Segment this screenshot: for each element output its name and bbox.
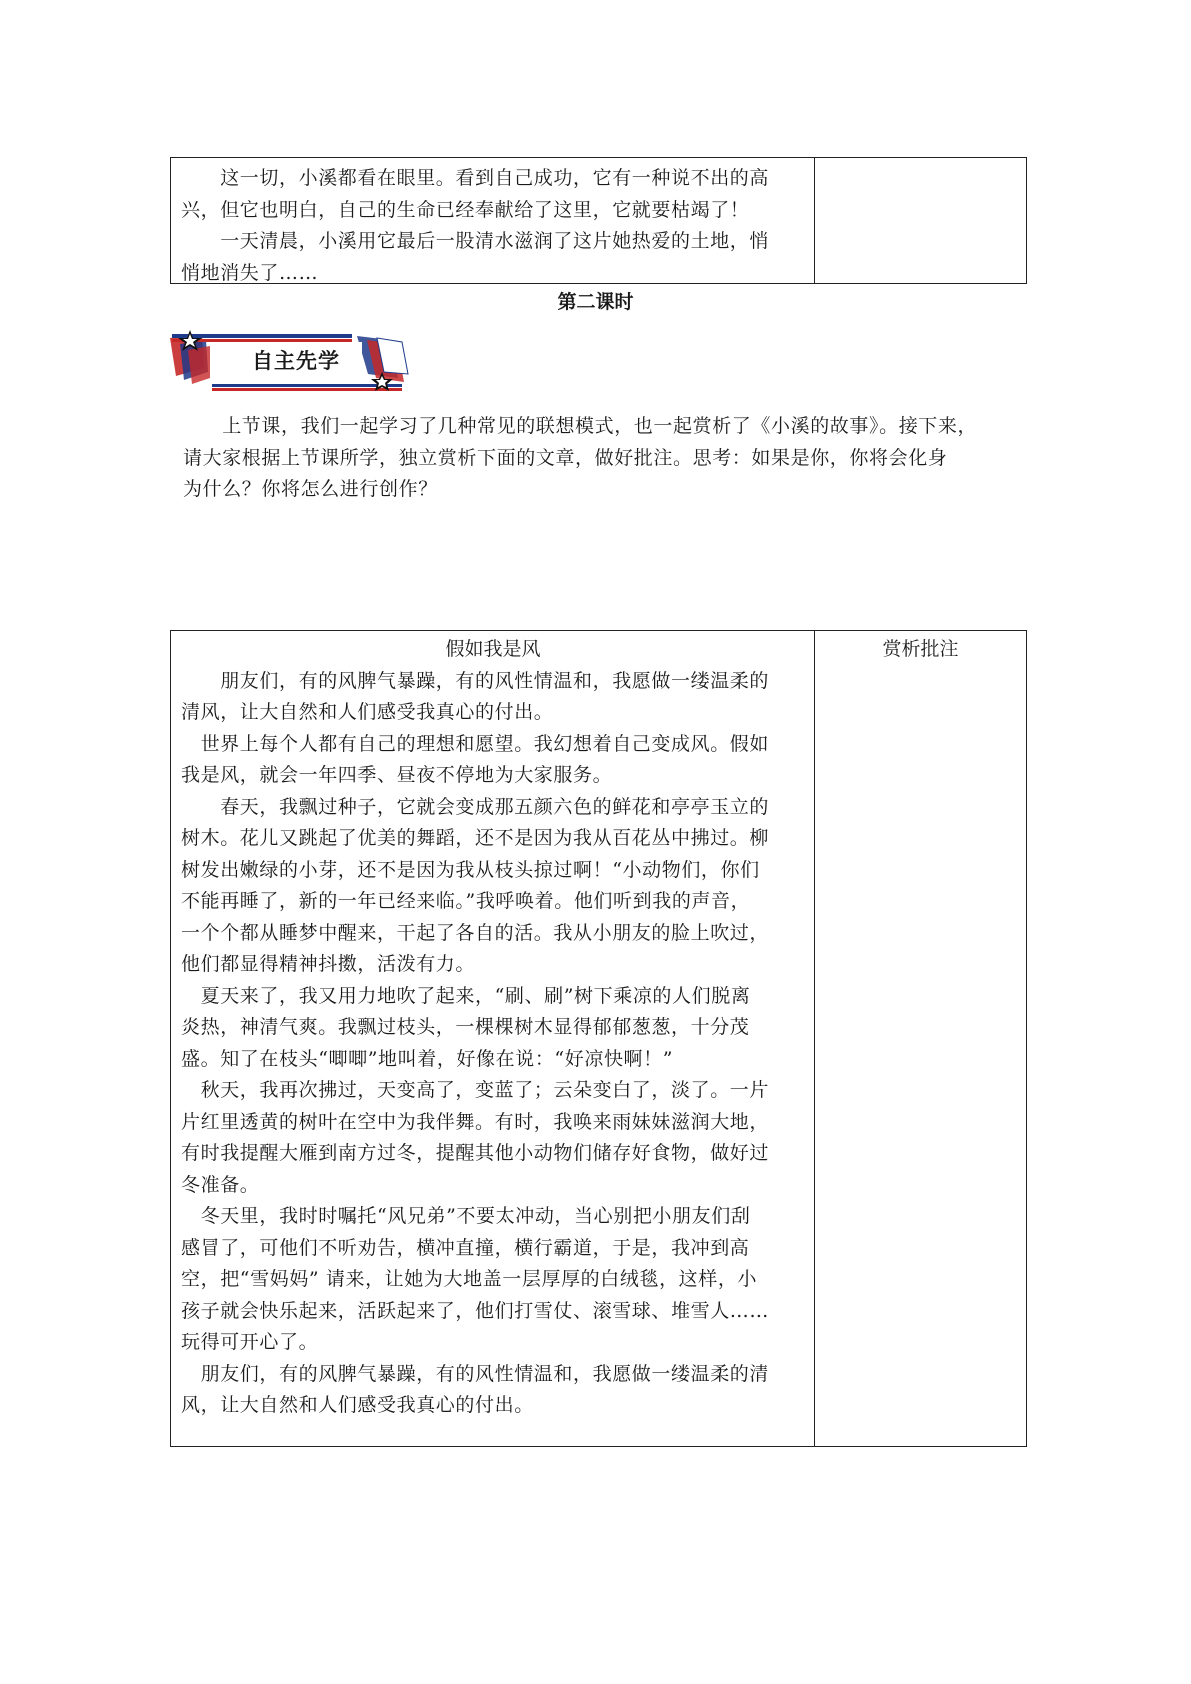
text-line: 树发出嫩绿的小芽，还不是因为我从枝头掠过啊！“小动物们，你们 [181, 858, 760, 881]
text-line: 他们都显得精神抖擞，活泼有力。 [181, 953, 476, 975]
previous-text-cell [181, 163, 805, 289]
text-line: 悄地消失了…… [181, 261, 319, 284]
intro-line: 请大家根据上节课所学，独立赏析下面的文章，做好批注。思考：如果是你，你将会化身 [183, 446, 948, 469]
essay-table [170, 630, 1027, 1447]
text-line: 不能再睡了，新的一年已经来临。”我呼唤着。他们听到我的声音， [181, 890, 751, 912]
text-line: 玩得可开心了。 [181, 1331, 319, 1353]
text-line: 炎热，神清气爽。我飘过枝头，一棵棵树木显得郁郁葱葱，十分茂 [181, 1016, 750, 1038]
annotation-header: 赏析批注 [882, 638, 959, 660]
essay-title: 假如我是风 [445, 638, 541, 660]
text-line: 有时我提醒大雁到南方过冬，提醒其他小动物们储存好食物，做好过 [181, 1142, 770, 1164]
banner-label: 自主先学 [252, 349, 340, 373]
text-line: 一个个都从睡梦中醒来，干起了各自的活。我从小朋友的脸上吹过， [181, 921, 770, 944]
text-line: 冬准备。 [181, 1173, 260, 1196]
text-line: 盛。知了在枝头“唧唧”地叫着，好像在说：“好凉快啊！” [181, 1047, 674, 1070]
column-divider [814, 158, 815, 283]
intro-line: 为什么？你将怎么进行创作？ [183, 478, 438, 500]
text-line: 孩子就会快乐起来，活跃起来了，他们打雪仗、滚雪球、堆雪人…… [181, 1299, 770, 1322]
text-line: 世界上每个人都有自己的理想和愿望。我幻想着自己变成风。假如 [181, 732, 770, 755]
text-line: 我是风，就会一年四季、昼夜不停地为大家服务。 [181, 764, 613, 786]
text-line: 秋天，我再次拂过，天变高了，变蓝了；云朵变白了，淡了。一片 [181, 1079, 770, 1101]
intro-paragraph [183, 411, 1028, 506]
text-line: 树木。花儿又跳起了优美的舞蹈，还不是因为我从百花丛中拂过。柳 [181, 827, 770, 849]
text-line: 风，让大自然和人们感受我真心的付出。 [181, 1394, 534, 1416]
text-line: 这一切，小溪都看在眼里。看到自己成功，它有一种说不出的高 [181, 167, 770, 189]
text-line: 空，把“雪妈妈” 请来，让她为大地盖一层厚厚的白绒毯，这样，小 [181, 1268, 758, 1290]
column-divider [814, 631, 815, 1446]
text-line: 春天，我飘过种子，它就会变成那五颜六色的鲜花和亭亭玉立的 [181, 795, 770, 818]
text-line: 夏天来了，我又用力地吹了起来，“刷、刷”树下乘凉的人们脱离 [181, 984, 751, 1007]
text-line: 一天清晨，小溪用它最后一股清水滋润了这片她热爱的土地，悄 [181, 230, 770, 252]
text-line: 感冒了，可他们不听劝告，横冲直撞，横行霸道，于是，我冲到高 [181, 1236, 750, 1259]
text-line: 兴，但它也明白，自己的生命已经奉献给了这里，它就要枯竭了！ [181, 198, 750, 221]
text-line: 冬天里，我时时嘱托“风兄弟”不要太冲动，当心别把小朋友们刮 [181, 1205, 751, 1227]
text-line: 清风，让大自然和人们感受我真心的付出。 [181, 701, 554, 723]
text-line: 片红里透黄的树叶在空中为我伴舞。有时，我唤来雨妹妹滋润大地， [181, 1110, 770, 1133]
text-line: 朋友们，有的风脾气暴躁，有的风性情温和，我愿做一缕温柔的 [181, 669, 770, 692]
essay-cell [181, 634, 805, 1422]
previous-text-table [170, 157, 1027, 284]
lesson-title: 第二课时 [557, 291, 634, 313]
text-line: 朋友们，有的风脾气暴躁，有的风性情温和，我愿做一缕温柔的清 [181, 1362, 770, 1385]
intro-line: 上节课，我们一起学习了几种常见的联想模式，也一起赏析了《小溪的故事》。接下来， [183, 415, 978, 437]
